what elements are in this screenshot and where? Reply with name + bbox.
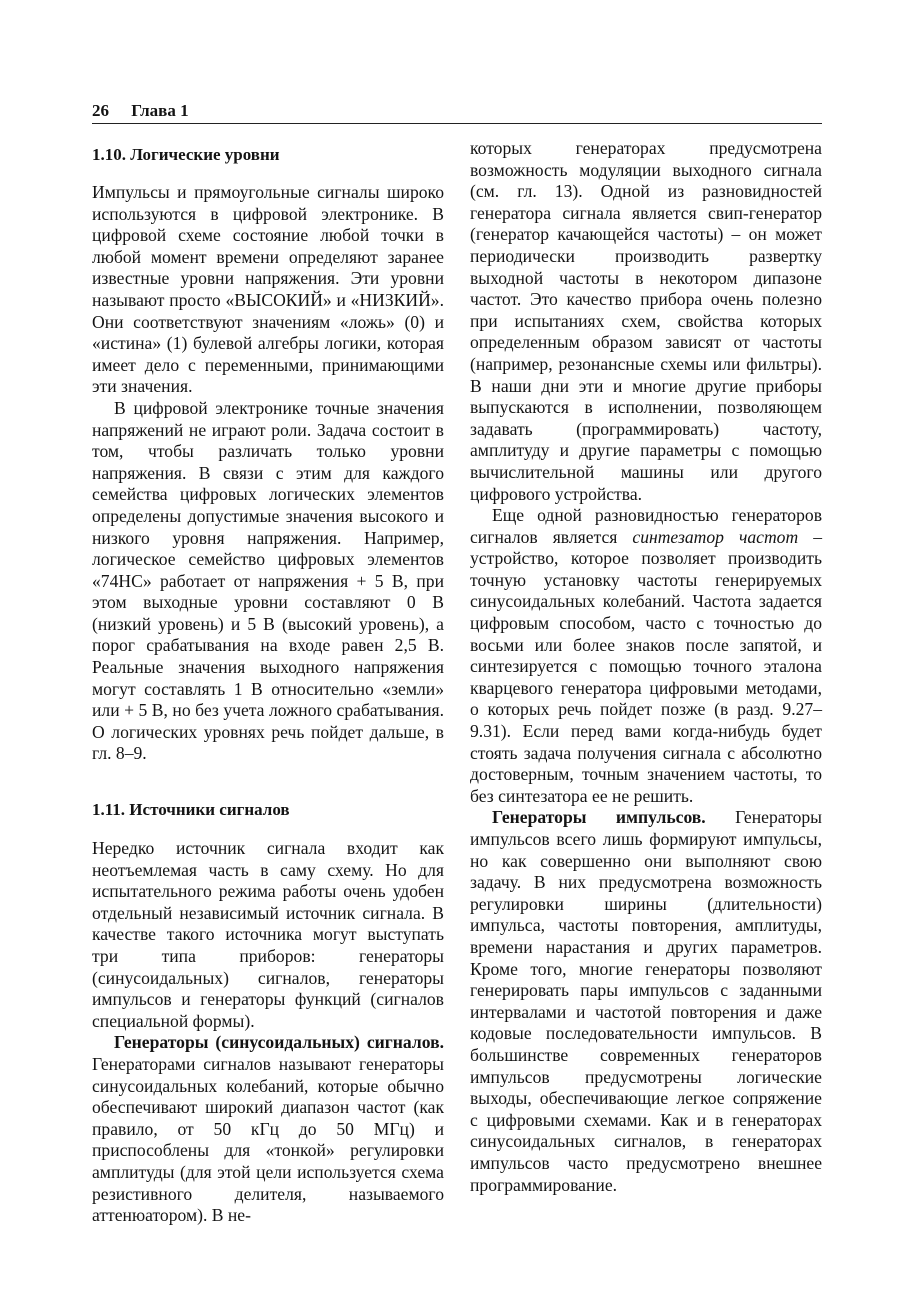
- section-heading-signal-sources: 1.11. Источники сигналов: [92, 800, 290, 820]
- paragraph: которых генераторах предусмотрена возможность модуляции выходного сигнала (см. гл. 13). Одной из разновидностей генератора сигнала является свип-генератор (генератор качающейся частоты) – он может периодически производить развертку выходной частоты в некотором дипазоне частот. Это качество прибора очень полезно при испытаниях схем, свойства которых определенным образом зависят от частоты (например, резонансные схемы или фильтры). В наши дни эти и многие другие приборы выпускаются в исполнении, позволяющем задавать (программировать) частоту, амплитуду и другие параметры с помощью вычислительной машины или другого цифрового устройства.: [470, 138, 822, 504]
- run-in-heading: Генераторы (синусоидальных) сигналов.: [114, 1032, 444, 1053]
- paragraph: Нередко источник сигнала входит как неотъемлемая часть в саму схему. Но для испытательного режима работы очень удобен отдельный независимый источник сигнала. В качестве такого источника могут выступать три типа приборов: генераторы (синусоидальных) сигналов, генераторы импульсов и генераторы функций (сигналов специальной формы).: [92, 838, 444, 1031]
- right-column: [470, 138, 822, 1196]
- chapter-title: Глава 1: [131, 101, 189, 120]
- section-heading-logic-levels: 1.10. Логические уровни: [92, 145, 280, 164]
- paragraph-text: – устройство, которое позволяет производить точную установку частоты генерируемых синусоидальных колебаний. Частота задается цифровым способом, часто с точностью до восьми или более знаков после запятой, и синтезируется с помощью точного эталона кварцевого генератора цифровыми методами, о которых речь пойдет позже (в разд. 9.27–9.31). Если перед вами когда-нибудь будет стоять задача получения сигнала с абсолютно достоверным, точным значением частоты, то без синтезатора ее не решить.: [470, 526, 822, 806]
- paragraph-text: Генераторами сигналов называют генераторы синусоидальных колебаний, которые обычно обеспечивают широкий диапазон частот (как правило, от 50 кГц до 50 МГц) и приспособлены для «тонкой» регулировки амплитуды (для этой цели используется схема резистивного делителя, называемого аттенюатором). В не-: [92, 1053, 444, 1226]
- running-head: [92, 101, 822, 124]
- left-column: [92, 138, 444, 1227]
- paragraph-text: Еще одной разновидностью генераторов сигналов является: [470, 505, 822, 547]
- paragraph: [92, 1032, 444, 1226]
- paragraph: [470, 505, 822, 807]
- emphasis-term: синтезатор частот: [632, 526, 799, 547]
- run-in-heading: Генераторы импульсов.: [492, 807, 706, 828]
- page-number: 26: [92, 101, 109, 120]
- paragraph: Импульсы и прямоугольные сигналы широко используются в цифровой электронике. В цифровой схеме состояние любой точки в любой момент времени определяют заранее известные уровни напряжения. Эти уровни называют просто «ВЫСОКИЙ» и «НИЗКИЙ». Они соответствуют значениям «ложь» (0) и «истина» (1) булевой алгебры логики, которая имеет дело с переменными, принимающими эти значения.: [92, 182, 444, 397]
- paragraph: В цифровой электронике точные значения напряжений не играют роли. Задача состоит в том, чтобы различать только уровни напряжения. В связи с этим для каждого семейства цифровых логических элементов определены допустимые значения высокого и низкого уровня напряжения. Например, логическое семейство цифровых элементов «74НС» работает от напряжения + 5 В, при этом выходные уровни составляют 0 В (низкий уровень) и 5 В (высокий уровень), а порог срабатывания на входе равен 2,5 В. Реальные значения выходного напряжения могут составлять 1 В относительно «земли» или + 5 В, но без учета ложного срабатывания. О логических уровнях речь пойдет дальше, в гл. 8–9.: [92, 397, 444, 764]
- paragraph: [470, 807, 822, 1196]
- paragraph-text: Генераторы импульсов всего лишь формируют импульсы, но как совершенно они выполняют свою задачу. В них предусмотрена возможность регулировки ширины (длительности) импульса, частоты повторения, амплитуды, времени нарастания и других параметров. Кроме того, многие генераторы позволяют генерировать пары импульсов с заданными интервалами и частотой повторения и даже кодовые последовательности импульсов. В большинстве современных генераторов импульсов предусмотрены логические выходы, обеспечивающие легкое сопряжение с цифровыми схемами. Как и в генераторах синусоидальных сигналов, в генераторах импульсов часто предусмотрено внешнее программирование.: [470, 807, 822, 1195]
